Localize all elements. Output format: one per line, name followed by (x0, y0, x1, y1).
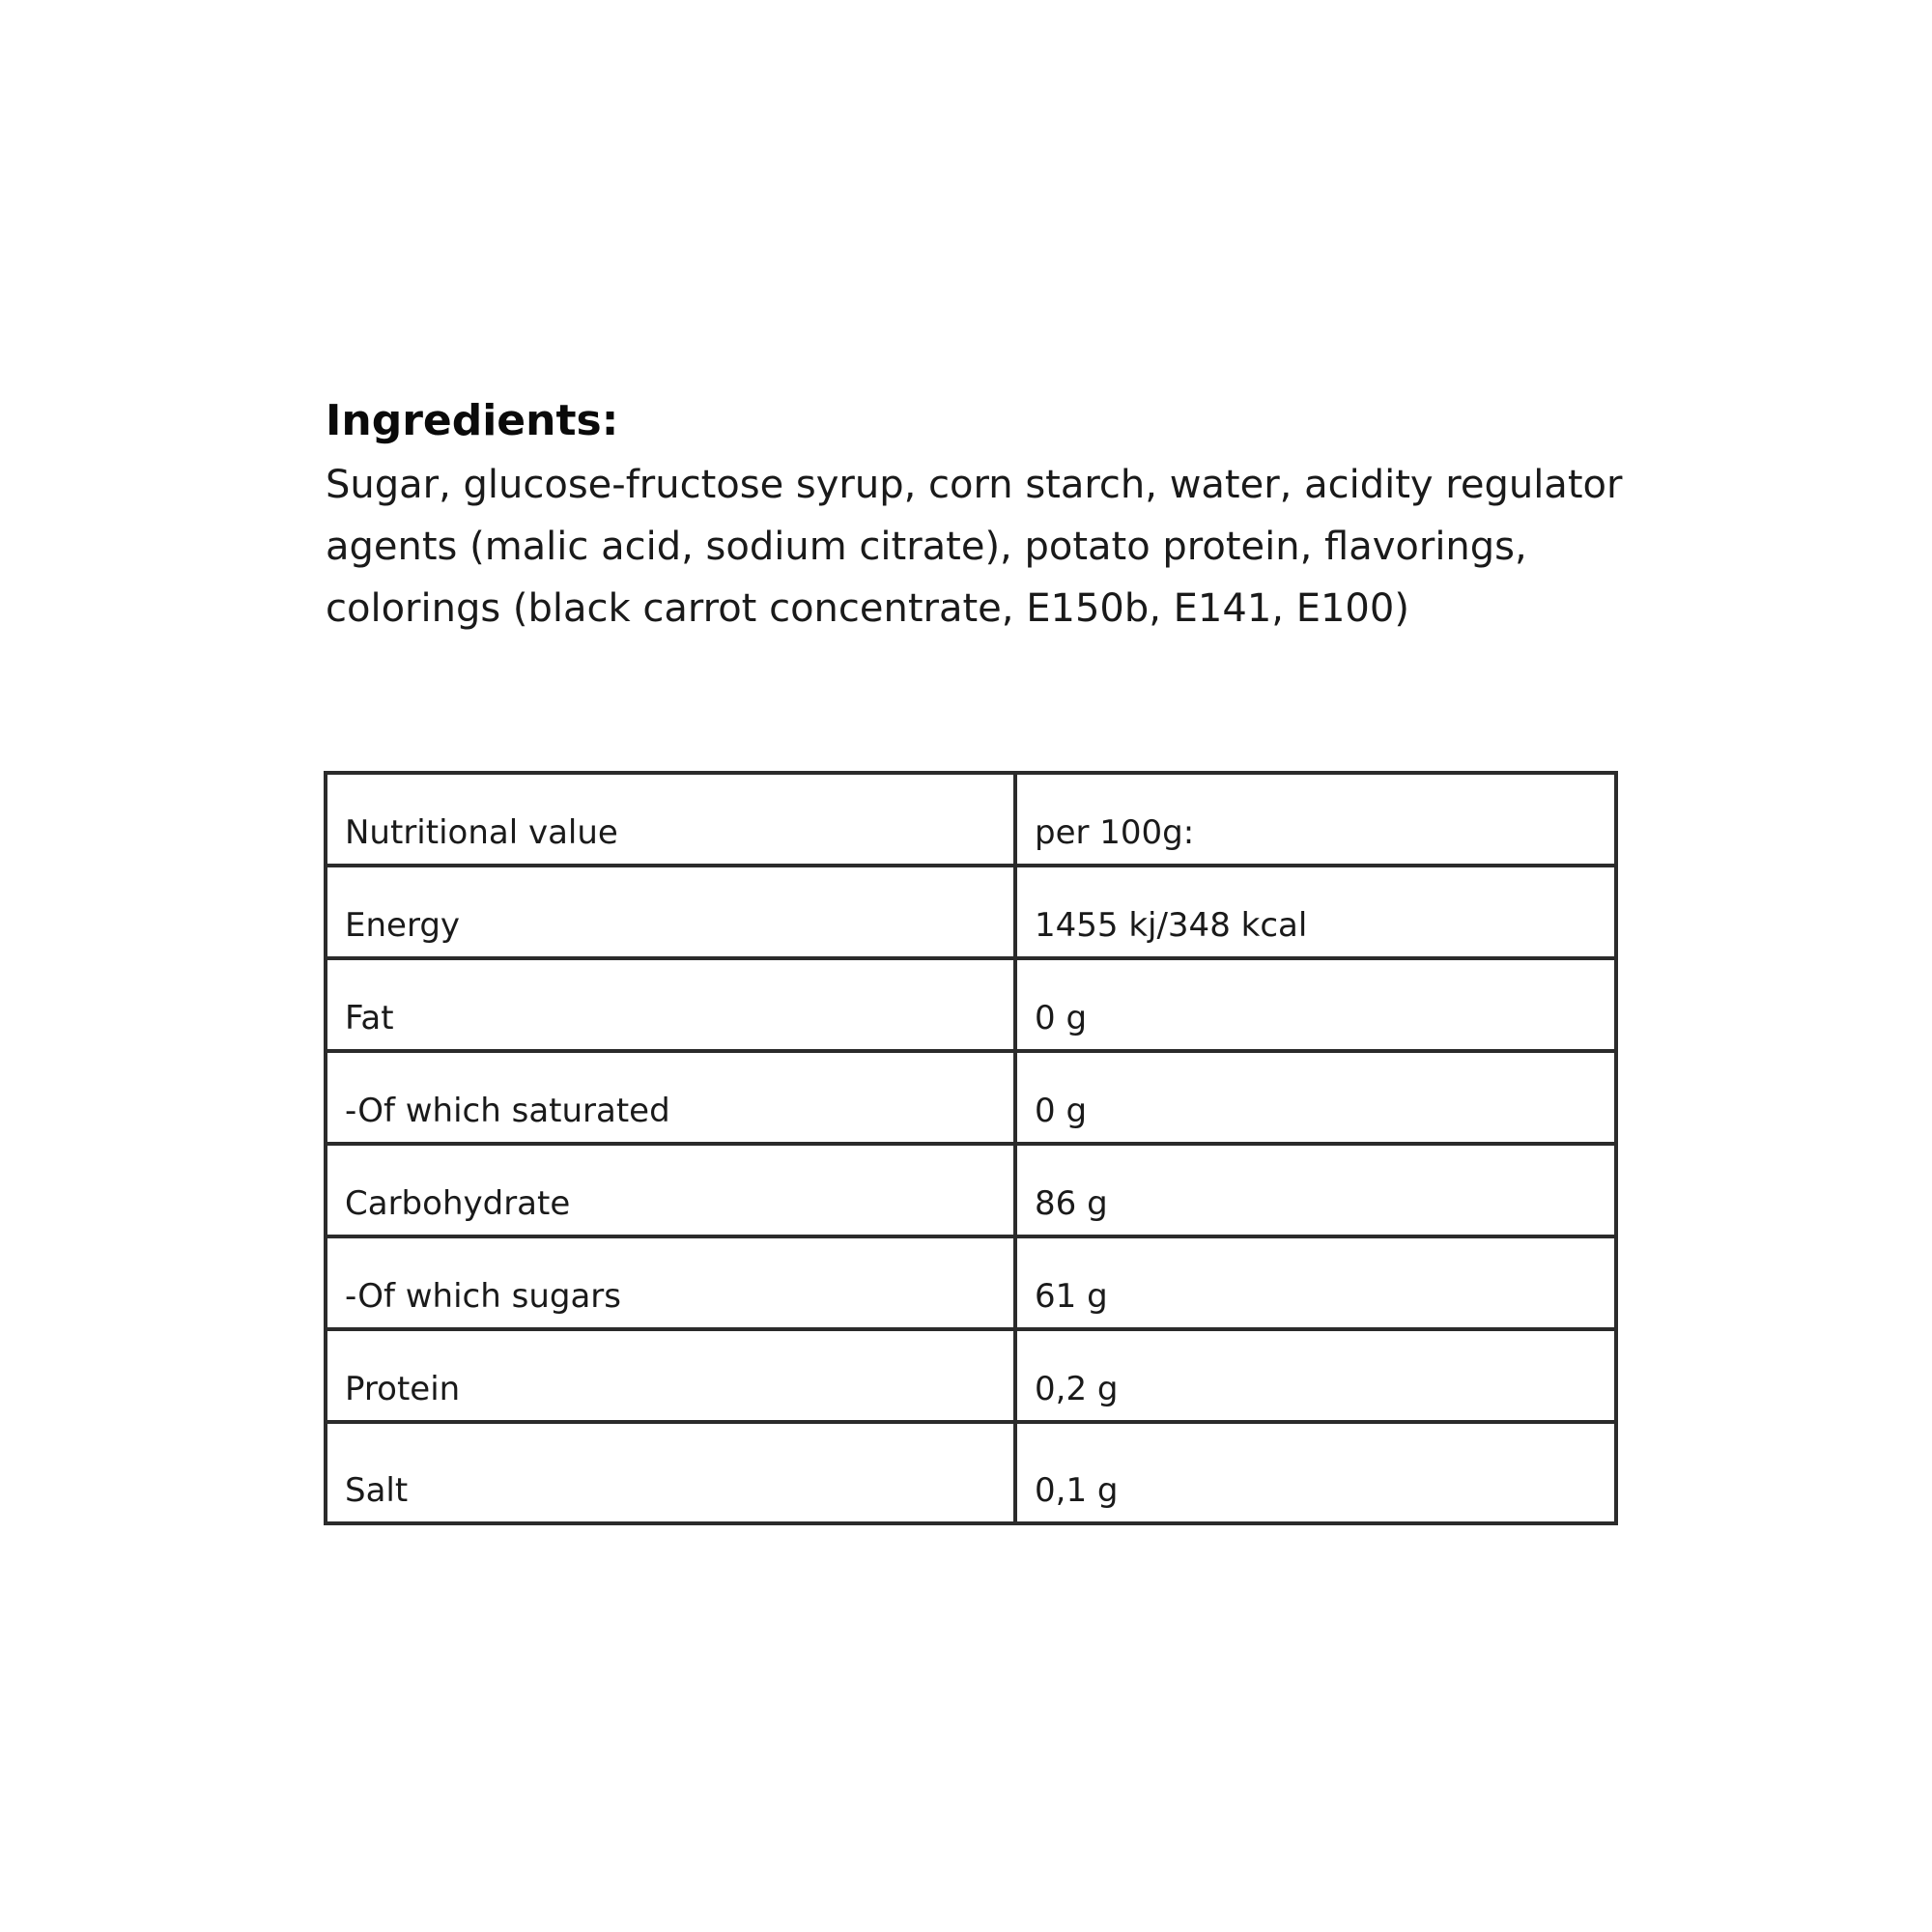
nutrition-row-value: 1455 kj/348 kcal (1015, 866, 1616, 958)
nutrition-header-value: per 100g: (1015, 773, 1616, 866)
nutrition-header-label: Nutritional value (326, 773, 1015, 866)
nutrition-header-row (326, 773, 1616, 866)
nutrition-row-label: Carbohydrate (326, 1144, 1015, 1236)
nutrition-row (326, 1329, 1616, 1422)
ingredients-line: agents (malic acid, sodium citrate), potato protein, flavorings, (326, 525, 1527, 569)
ingredients-title: Ingredients: (326, 396, 619, 445)
nutrition-row (326, 958, 1616, 1051)
nutrition-row-value: 61 g (1015, 1236, 1616, 1329)
ingredients-text (326, 454, 1623, 639)
nutrition-row-label: -Of which saturated (326, 1051, 1015, 1144)
nutrition-row-value: 0 g (1015, 958, 1616, 1051)
nutrition-row-label: Protein (326, 1329, 1015, 1422)
nutrition-table (324, 771, 1618, 1525)
nutrition-row-label: Fat (326, 958, 1015, 1051)
nutrition-row-value: 0 g (1015, 1051, 1616, 1144)
nutrition-row-value: 86 g (1015, 1144, 1616, 1236)
nutrition-row-label: Salt (326, 1422, 1015, 1523)
ingredients-line: Sugar, glucose-fructose syrup, corn starch, water, acidity regulator (326, 463, 1623, 507)
nutrition-row (326, 1236, 1616, 1329)
nutrition-row-value: 0,1 g (1015, 1422, 1616, 1523)
nutrition-row-value: 0,2 g (1015, 1329, 1616, 1422)
nutrition-row (326, 1144, 1616, 1236)
nutrition-row (326, 866, 1616, 958)
nutrition-row (326, 1422, 1616, 1523)
nutrition-row-label: -Of which sugars (326, 1236, 1015, 1329)
ingredients-line: colorings (black carrot concentrate, E150b, E141, E100) (326, 586, 1409, 631)
ingredients-section (326, 394, 1623, 639)
nutrition-row-label: Energy (326, 866, 1015, 958)
nutrition-row (326, 1051, 1616, 1144)
